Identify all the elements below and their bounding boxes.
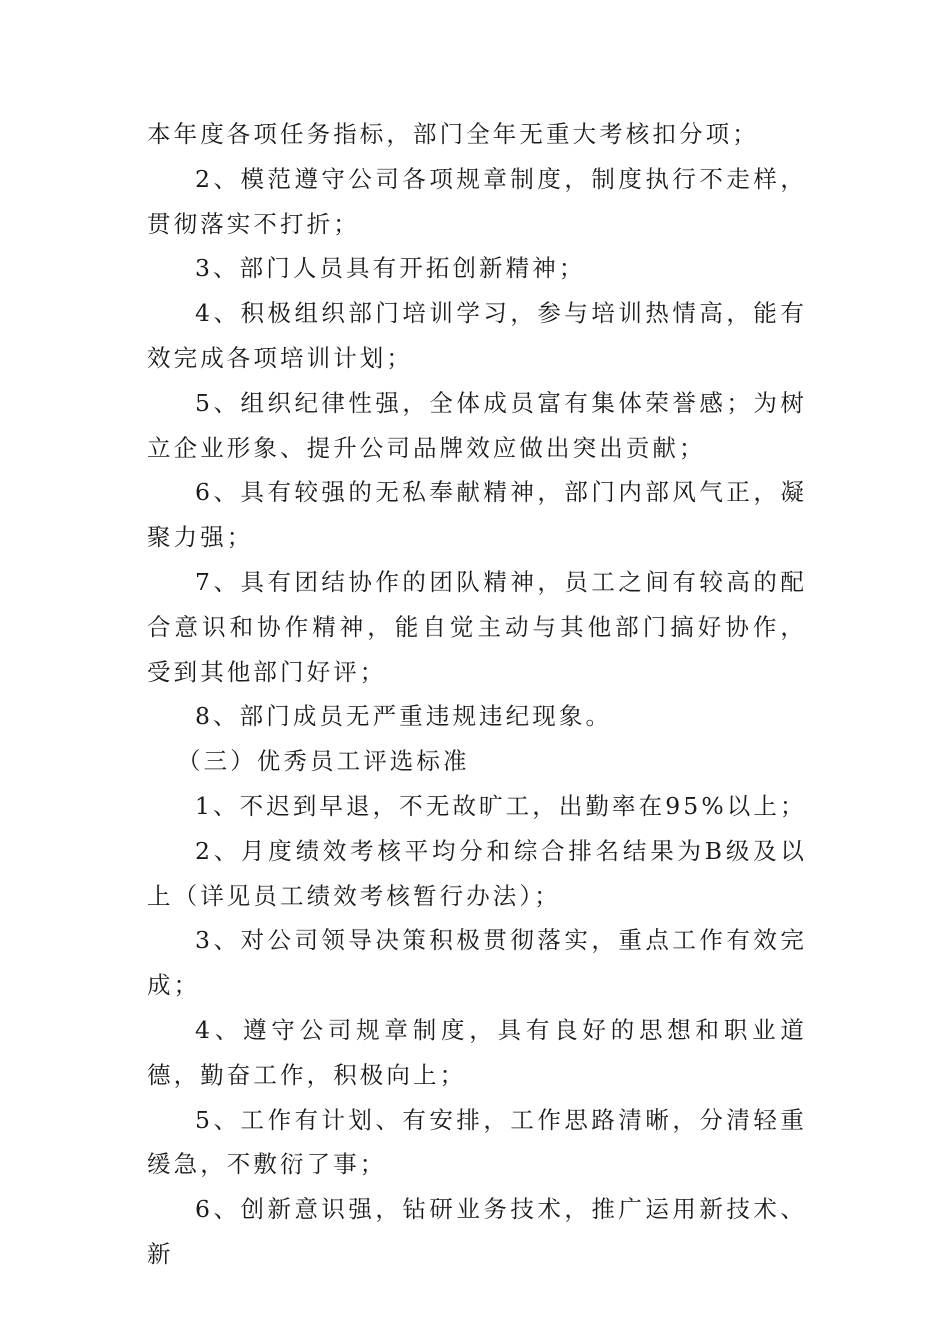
list-item: 6、具有较强的无私奉献精神，部门内部风气正，凝聚力强；: [147, 478, 807, 552]
paragraph-continuation: 本年度各项任务指标，部门全年无重大考核扣分项；: [147, 120, 759, 148]
section-heading: （三）优秀员工评选标准: [177, 747, 470, 776]
list-item: 5、组织纪律性强，全体成员富有集体荣誉感；为树立企业形象、提升公司品牌效应做出突出贡献；: [147, 388, 807, 462]
list-item: 4、积极组织部门培训学习，参与培训热情高，能有效完成各项培训计划；: [147, 299, 807, 372]
list-item: 7、具有团结协作的团队精神，员工之间有较高的配合意识和协作精神，能自觉主动与其他部门搞好协作，受到其他部门好评；: [147, 567, 807, 686]
list-item: 1、不迟到早退，不无故旷工，出勤率在95%以上；: [195, 791, 807, 820]
list-item: 2、月度绩效考核平均分和综合排名结果为B级及以上（详见员工绩效考核暂行办法）；: [147, 836, 807, 910]
document-body: [147, 112, 807, 1277]
list-item: 5、工作有计划、有安排，工作思路清晰，分清轻重缓急，不敷衍了事；: [147, 1105, 807, 1179]
list-item: 8、部门成员无严重违规违纪现象。: [195, 702, 613, 731]
list-item: 6、创新意识强，钻研业务技术，推广运用新技术、新: [147, 1195, 807, 1268]
list-item: 2、模范遵守公司各项规章制度，制度执行不走样，贯彻落实不打折；: [147, 164, 807, 238]
list-item: 3、对公司领导决策积极贯彻落实，重点工作有效完成；: [147, 926, 807, 1000]
list-item: 4、遵守公司规章制度，具有良好的思想和职业道德，勤奋工作，积极向上；: [147, 1015, 807, 1089]
list-item: 3、部门人员具有开拓创新精神；: [195, 254, 586, 283]
